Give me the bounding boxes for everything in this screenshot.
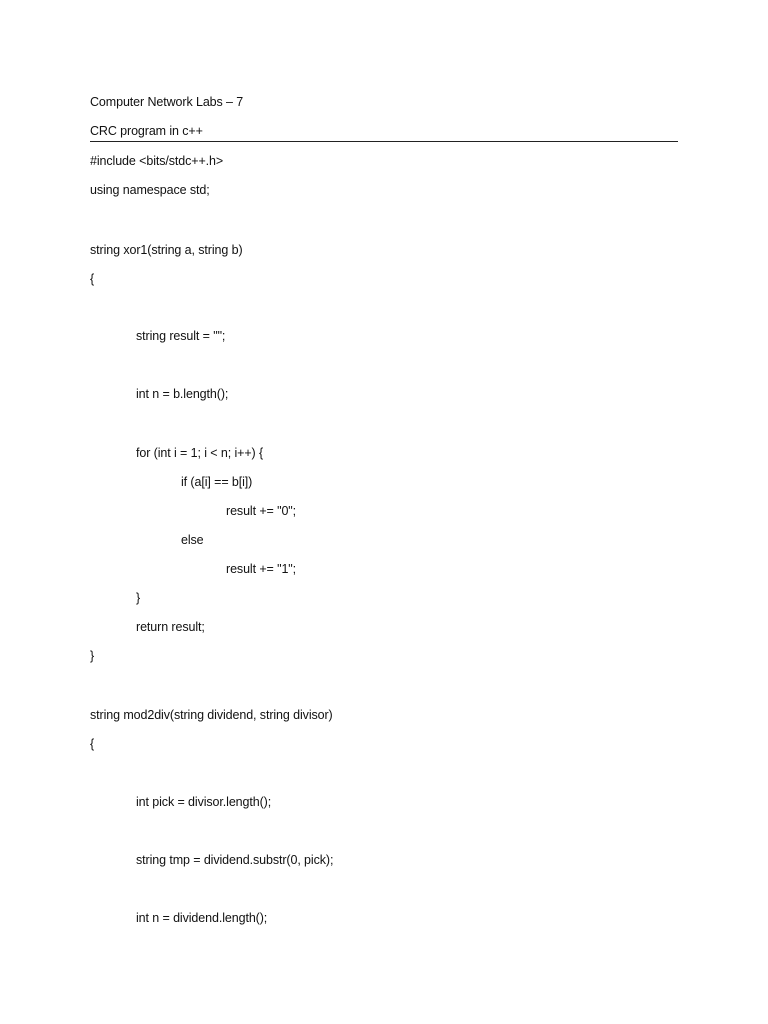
code-line: int n = dividend.length(); [136,911,268,925]
code-line: #include <bits/stdc++.h> [90,154,224,168]
code-line: int n = b.length(); [136,387,229,401]
code-line: } [90,649,95,663]
document-subtitle: CRC program in c++ [90,124,203,138]
code-line: using namespace std; [90,183,210,197]
code-line: string result = ""; [136,329,226,343]
code-line: return result; [136,620,205,634]
code-line: { [90,737,95,751]
code-line: string mod2div(string dividend, string divisor) [90,708,333,722]
code-line: else [181,533,204,547]
code-line: string tmp = dividend.substr(0, pick); [136,853,334,867]
code-line: if (a[i] == b[i]) [181,475,253,489]
code-line: { [90,272,95,286]
document-title: Computer Network Labs – 7 [90,95,244,109]
code-line: string xor1(string a, string b) [90,243,243,257]
code-line: int pick = divisor.length(); [136,795,272,809]
header-divider [90,141,678,142]
code-line: result += "1"; [226,562,297,576]
code-line: result += "0"; [226,504,297,518]
code-line: for (int i = 1; i < n; i++) { [136,446,264,460]
code-line: } [136,591,141,605]
